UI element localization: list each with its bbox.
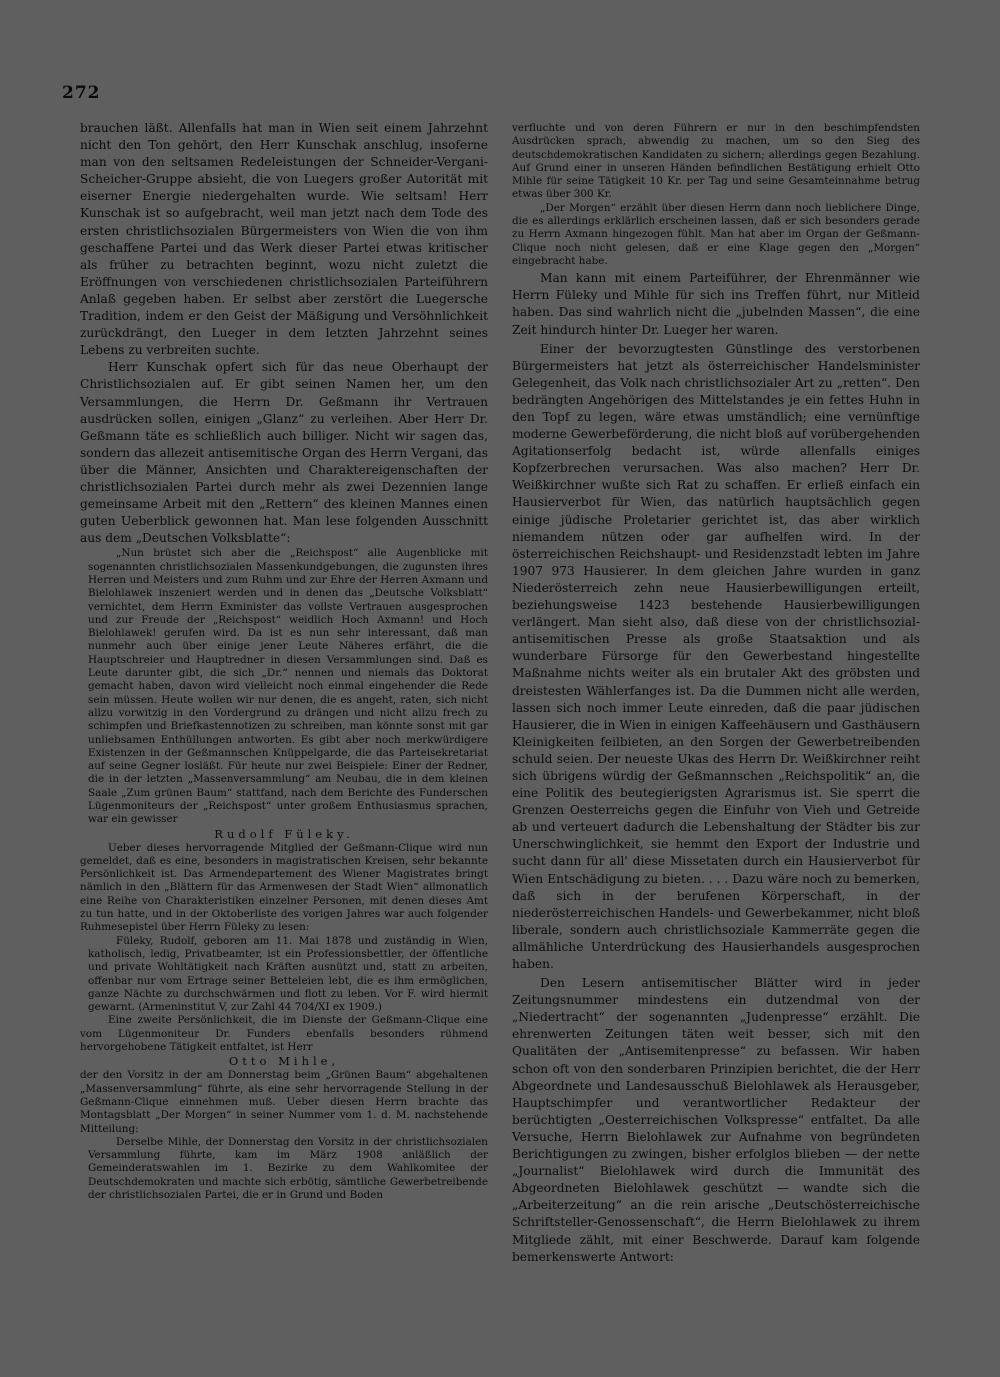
signature-name: Otto Mihle, — [228, 1054, 340, 1069]
paragraph: Einer der bevorzugtesten Günstlinge des verstorbenen Bürgermeisters hat jetzt als österreichischer Handelsminister Gelegenheit, das Volk nach christlichsozialer Art zu „retten“. Den bedrängten Angehörigen des Mittelstandes je ein fettes Huhn in den Topf zu legen, wäre etwas umständlich; eine vernünftige moderne Gewerbeförderung, die nicht bloß auf vorübergehenden Agitationserfolg bedacht ist, würde allenfalls einiges Kopfzerbrechen verursachen. Was also machen? Herr Dr. Weißkirchner wußte sich Rat zu schaffen. Er erließ einfach ein Hausierverbot für Wien, das natürlich hauptsächlich gegen einige jüdische Proletarier gerichtet ist, das aber wirklich niemandem nützen oder gar aufhelfen wird. In der österreichischen Reichshaupt- und Residenzstadt lebten im Jahre 1907 973 Hausierer. In dem gleichen Jahre wurden in ganz Niederösterreich zehn neue Hausierbewilligungen erteilt, beziehungsweise 1423 bestehende Hausierbewilligungen verlängert. Man sieht also, daß diese von der christlichsozial-antisemitischen Presse als große Staatsaktion und als wunderbare Fürsorge für den Gewerbestand hingestellte Maßnahme nichts weiter als ein brutaler Akt des gröbsten und dreistesten Wählerfanges ist. Da die Dummen nicht alle werden, lassen sich noch immer Leute einreden, daß die paar jüdischen Hausierer, die in Wien in einigen Kaffeehäusern und Gasthäusern Kleinigkeiten feilbieten, an den Sorgen der Gewerbetreibenden schuld seien. Der neueste Ukas des Herrn Dr. Weißkirchner reiht sich übrigens würdig der Geßmannschen „Reichspolitik“ an, die eine Politik des beutegierigsten Agrarismus ist. Sie sperrt die Grenzen Oesterreichs gegen die Einfuhr von Vieh und Getreide ab und verteuert dadurch die Lebenshaltung der Städter bis zur Unerschwinglichkeit, sie hemmt den Export der Industrie und sucht dann für all' diese Missetaten durch ein Hausierverbot für Wien Entschädigung zu bieten. . . . Dazu wäre noch zu bemerken, daß sich in der berufenen Körperschaft, in der niederösterreichischen Handels- und Gewerbekammer, nicht bloß liberale, sondern auch christlichsoziale Kammerräte gegen die allmähliche Unterdrückung des Hausierhandels ausgesprochen haben. — [512, 341, 920, 972]
quotation: Ueber dieses hervorragende Mitglied der Geßmann-Clique wird nun gemeldet, daß es eine, besonders in magistratischen Kreisen, sehr bekannte Persönlichkeit ist. Das Armendepartement des Wiener Magistrates bringt nämlich in den „Blättern für das Armenwesen der Stadt Wien“ allmonatlich eine Reihe von Charakteristiken einzelner Personen, mit denen dieses Amt zu tun hatte, und in der Oktoberliste des vorigen Jahres war auch folgender Ruhmesepistel über Herrn Füleky zu lesen: — [80, 841, 488, 934]
quotation: Füleky, Rudolf, geboren am 11. Mai 1878 und zuständig in Wien, katholisch, ledig, Privatbeamter, ist ein Professionsbettler, der öffentliche und private Wohltätigkeit nach Kräften ausnützt und, statt zu arbeiten, offenbar nur vom Ertrage seiner Betteleien lebt, die es ihm ermöglichen, ganze Nächte zu durchschwärmen und flott zu leben. Vor F. wird hiermit gewarnt. (Armeninstitut V, zur Zahl 44 704/XI ex 1909.) — [88, 934, 488, 1014]
paragraph: brauchen läßt. Allenfalls hat man in Wien seit einem Jahrzehnt nicht den Ton gehört, den Herr Kunschak anschlug, insoferne man von den seltsamen Redeleistungen der Schneider-Vergani-Scheicher-Gruppe absieht, die von Luegers großer Autorität mit eiserner Energie niedergehalten wurde. Wie seltsam! Herr Kunschak ist so aufgebracht, weil man jetzt nach dem Tode des ersten christlichsozialen Bürgermeisters von Wien die von ihm geschaffene Partei und das Werk dieser Partei etwas kritischer als früher zu betrachten beginnt, wozu nicht zuletzt die Eröffnungen von verschiedenen christlichsozialen Parteiführern Anlaß gegeben haben. Er selbst aber zerstört die Luegersche Tradition, indem er den Geist der Mäßigung und Versöhnlichkeit zurückdrängt, den Lueger in dem letzten Jahrzehnt seines Lebens zu verbreiten suchte. — [80, 121, 488, 358]
page-number: 272 — [62, 83, 101, 103]
paragraph: Herr Kunschak opfert sich für das neue Oberhaupt der Christlichsozialen auf. Er gibt seinen Namen her, um den Versammlungen, die Herrn Dr. Geßmann ihr Vertrauen ausdrücken sollen, einigen „Glanz“ zu verleihen. Aber Herr Dr. Geßmann täte es schließlich auch billiger. Nicht wir sagen das, sondern das allezeit antisemitische Organ des Herrn Vergani, das über die Männer, Ansichten und Charaktereigenschaften der christlichsozialen Partei durch mehr als zwei Dezennien lange gemeinsame Arbeit mit den „Rettern“ des kleinen Mannes einen guten Ueberblick gewonnen hat. Man lese folgenden Ausschnitt aus dem „Deutschen Volksblatte“: — [80, 360, 488, 546]
signature-name: Rudolf Füleky. — [214, 826, 354, 841]
quotation: „Der Morgen“ erzählt über diesen Herrn dann noch lieblichere Dinge, die es allerdings erklärlich erscheinen lassen, daß er sich besonders gerade zu Herrn Axmann hingezogen fühlt. Man hat aber im Organ der Geßmann-Clique noch nicht gelesen, daß er eine Klage gegen den „Morgen“ eingebracht habe. — [512, 201, 920, 267]
quotation: verfluchte und von deren Führern er nur in den beschimpfendsten Ausdrücken sprach, abwendig zu machen, um so den Sieg des deutschdemokratischen Kandidaten zu sichern; allerdings gegen Bezahlung. Auf Grund einer in unseren Händen befindlichen Bestätigung erhielt Otto Mihle für seine Tätigkeit 10 Kr. per Tag und seine Gesamteinnahme betrug etwas über 300 Kr. — [512, 122, 920, 201]
right-column — [512, 122, 920, 1266]
quotation: „Nun brüstet sich aber die „Reichspost“ alle Augenblicke mit sogenannten christlichsozialen Massenkundgebungen, die zugunsten ihres Herren und Meisters und zum Ruhm und zur Ehre der Herren Axmann und Bielohlawek inszeniert werden und in denen das „Deutsche Volksblatt“ vernichtet, dem Herrn Exminister das vollste Vertrauen ausgesprochen und zur Freude der „Reichspost“ weidlich Hoch Axmann! und Hoch Bielohlawek! gerufen wird. Da ist es nun sehr interessant, daß man nunmehr auch über einige jener Leute Näheres erfährt, die die Hauptschreier und Hauptredner in diesen Versammlungen sind. Daß es Leute darunter gibt, die sich „Dr.“ nennen und niemals das Doktorat gemacht haben, davon wird vielleicht noch einmal eingehender die Rede sein müssen. Heute wollen wir nur denen, die es angeht, raten, sich nicht allzu vorwitzig in den Vordergrund zu drängen und nicht allzu frech zu schimpfen und Briefkastennotizen zu schreiben, man könnte sonst mit gar unliebsamen Enthüllungen antworten. Es gibt aber noch merkwürdigere Existenzen in der Geßmannschen Knüppelgarde, die das Parteisekretariat auf seine Gegner losläßt. Für heute nur zwei Beispiele: Einer der Redner, die in der letzten „Massenversammlung“ am Neubau, die in dem kleinen Saale „Zum grünen Baum“ stattfand, nach dem Berichte des Funderschen Lügenmoniteurs der „Reichspost“ unter großem Enthusiasmus sprachen, war ein gewisser — [88, 547, 488, 826]
quotation: Eine zweite Persönlichkeit, die im Dienste der Geßmann-Clique eine vom Lügenmoniteur Dr. Funders ebenfalls besonders rühmend hervorgehobene Tätigkeit entfaltet, ist Herr — [80, 1014, 488, 1054]
quotation: Derselbe Mihle, der Donnerstag den Vorsitz in der christlichsozialen Versammlung führte, kam im März 1908 anläßlich der Gemeinderatswahlen im 1. Bezirke zu dem Wahlkomitee der Deutschdemokraten und machte sich erbötig, sämtliche Gewerbetreibende der christlichsozialen Partei, die er in Grund und Boden — [88, 1135, 488, 1201]
paragraph: Man kann mit einem Parteiführer, der Ehrenmänner wie Herrn Füleky und Mihle für sich ins Treffen führt, nur Mitleid haben. Das sind wahrlich nicht die „jubelnden Massen“, die eine Zeit hindurch hinter Dr. Lueger her waren. — [512, 271, 920, 337]
paragraph: Den Lesern antisemitischer Blätter wird in jeder Zeitungsnummer mindestens ein dutzendmal von der „Niedertracht“ der sogenannten „Judenpresse“ erzählt. Die ehrenwerten Zeitungen täten weit besser, sich mit den Qualitäten der „Antisemitenpresse“ zu befassen. Wir haben schon oft von den sonderbaren Prinzipien berichtet, die der Herr Abgeordnete und Landesausschuß Bielohlawek als Herausgeber, Hauptschimpfer und verantwortlicher Redakteur der berüchtigten „Oesterreichischen Volkspresse“ entfaltet. Da alle Versuche, Herrn Bielohlawek zur Aufnahme von begründeten Berichtigungen zu zwingen, bisher erfolglos blieben — der nette „Journalist“ Bielohlawek wird durch die Immunität des Abgeordneten Bielohlawek geschützt — wandte sich die „Arbeiterzeitung“ an die rein arische „Deutschösterreichische Schriftsteller-Genossenschaft“, die Herrn Bielohlawek zu ihrem Mitgliede zählt, mit einer Beschwerde. Darauf kam folgende bemerkenswerte Antwort: — [512, 976, 920, 1264]
left-column — [80, 120, 488, 1202]
quotation: der den Vorsitz in der am Donnerstag beim „Grünen Baum“ abgehaltenen „Massenversammlung“ führte, als eine sehr hervorragende Stellung in der Geßmann-Clique einnehmen muß. Ueber diesen Herrn brachte das Montagsblatt „Der Morgen“ in seiner Nummer vom 1. d. M. nachstehende Mitteilung: — [80, 1069, 488, 1135]
